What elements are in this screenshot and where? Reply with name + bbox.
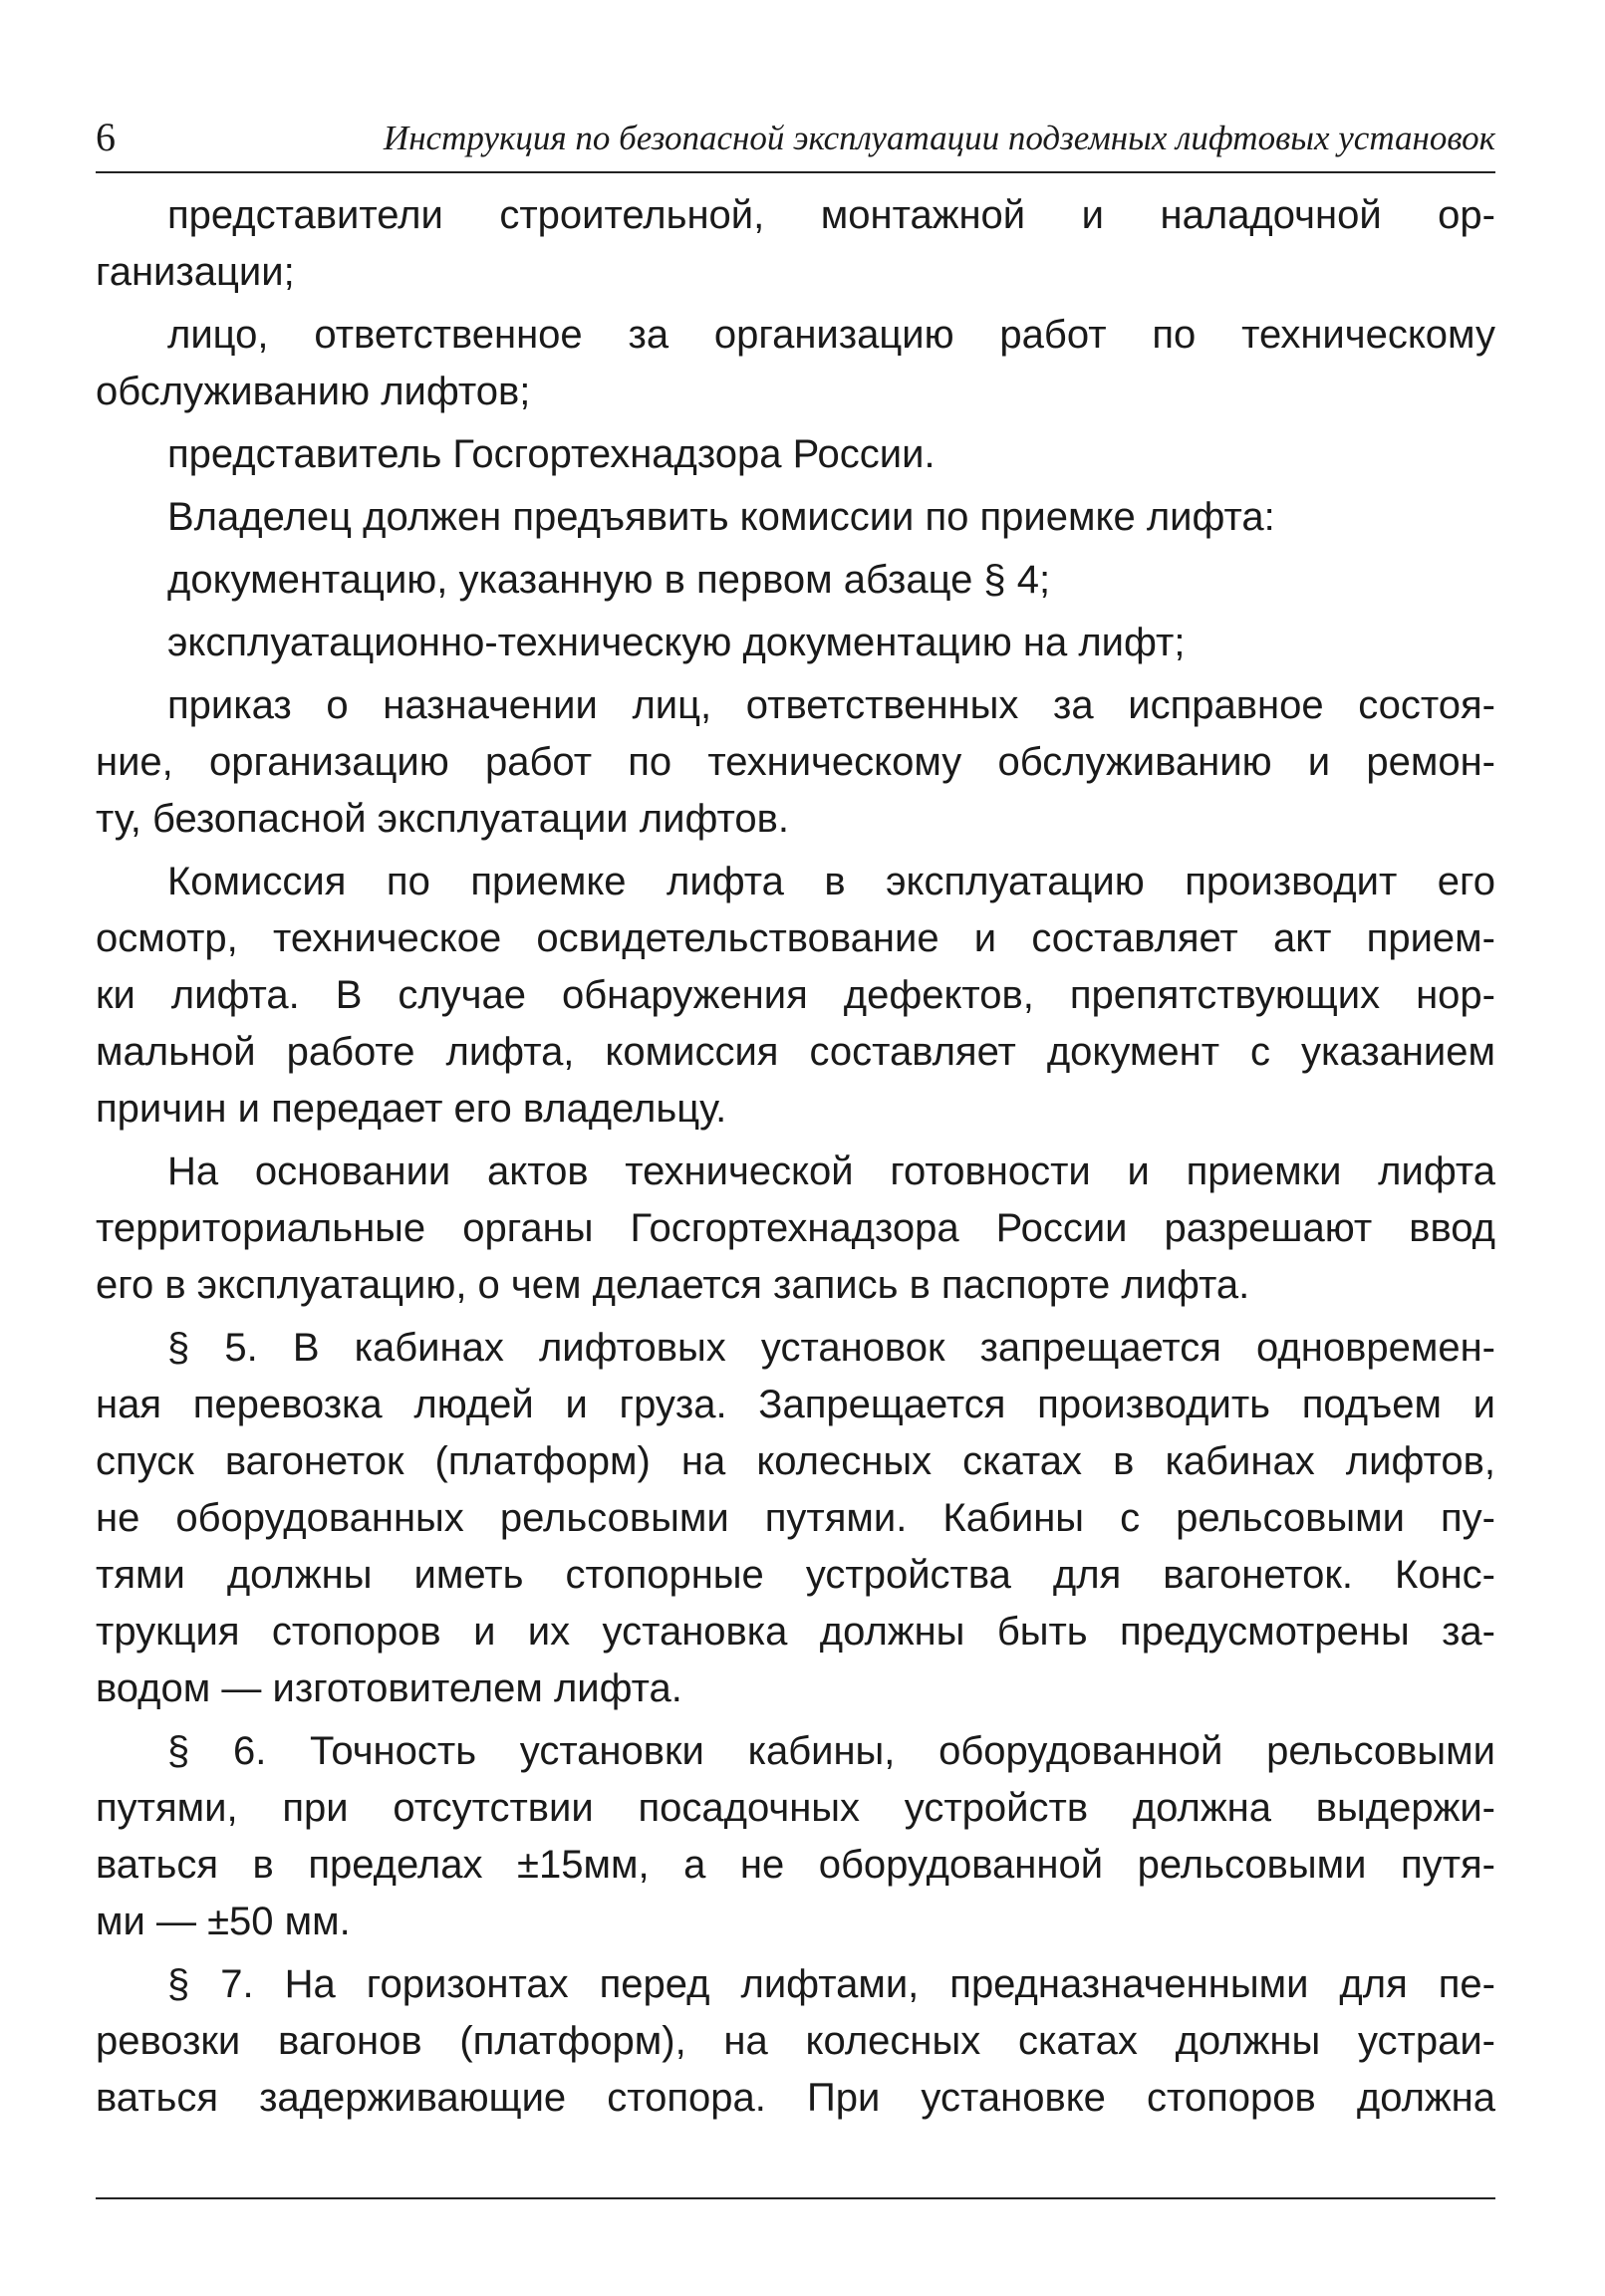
paragraph [96, 187, 1495, 301]
footer-rule [96, 2197, 1495, 2199]
text-line: ки лифта. В случае обнаружения дефектов, препятствующих нор- [96, 973, 1495, 1017]
text-line: ту, безопасной эксплуатации лифтов. [96, 797, 789, 841]
text-line: мальной работе лифта, комиссия составляет документ с указанием [96, 1030, 1495, 1074]
page-number: 6 [96, 115, 116, 159]
text-line: его в эксплуатацию, о чем делается запись в паспорте лифта. [96, 1263, 1250, 1307]
text-line: не оборудованных рельсовыми путями. Кабины с рельсовыми пу- [96, 1496, 1495, 1540]
paragraph [96, 1956, 1495, 2127]
text-line: осмотр, техническое освидетельствование и составляет акт прием- [96, 916, 1495, 960]
text-line: ваться в пределах ±15мм, а не оборудованной рельсовыми путя- [96, 1843, 1495, 1887]
paragraph [96, 426, 1495, 483]
text-line: территориальные органы Госгортехнадзора России разрешают ввод [96, 1206, 1495, 1250]
text-line: представитель Госгортехнадзора России. [167, 432, 936, 476]
text-line: документацию, указанную в первом абзаце § 4; [167, 558, 1051, 602]
header-rule [96, 171, 1495, 173]
paragraph [96, 307, 1495, 420]
body-text [96, 187, 1495, 2133]
text-line: Комиссия по приемке лифта в эксплуатацию производит его [167, 860, 1495, 903]
text-line: лицо, ответственное за организацию работ по техническому [167, 313, 1495, 357]
text-line: § 6. Точность установки кабины, оборудованной рельсовыми [167, 1729, 1495, 1773]
paragraph [96, 854, 1495, 1138]
paragraph [96, 1723, 1495, 1950]
text-line: На основании актов технической готовности и приемки лифта [167, 1149, 1495, 1193]
paragraph [96, 552, 1495, 609]
text-line: путями, при отсутствии посадочных устройств должна выдержи- [96, 1786, 1495, 1830]
text-line: трукция стопоров и их установка должны быть предусмотрены за- [96, 1610, 1495, 1654]
text-line: ми — ±50 мм. [96, 1900, 351, 1943]
text-line: § 7. На горизонтах перед лифтами, предназначенными для пе- [167, 1962, 1495, 2006]
text-line: ние, организацию работ по техническому обслуживанию и ремон- [96, 740, 1495, 784]
text-line: представители строительной, монтажной и наладочной ор- [167, 193, 1495, 237]
text-line: причин и передает его владельцу. [96, 1087, 727, 1131]
text-line: эксплуатационно-техническую документацию на лифт; [167, 621, 1186, 664]
text-line: Владелец должен предъявить комиссии по приемке лифта: [167, 495, 1275, 539]
text-line: приказ о назначении лиц, ответственных за исправное состоя- [167, 683, 1495, 727]
text-line: спуск вагонеток (платформ) на колесных скатах в кабинах лифтов, [96, 1439, 1495, 1483]
text-line: ревозки вагонов (платформ), на колесных скатах должны устраи- [96, 2019, 1495, 2063]
text-line: обслуживанию лифтов; [96, 370, 531, 413]
text-line: ганизации; [96, 250, 295, 294]
paragraph [96, 615, 1495, 671]
text-line: ная перевозка людей и груза. Запрещается производить подъем и [96, 1383, 1495, 1426]
running-title: Инструкция по безопасной эксплуатации подземных лифтовых установок [383, 119, 1495, 157]
paragraph [96, 1144, 1495, 1314]
paragraph [96, 1320, 1495, 1717]
paragraph [96, 489, 1495, 546]
text-line: тями должны иметь стопорные устройства для вагонеток. Конс- [96, 1553, 1495, 1597]
text-line: водом — изготовителем лифта. [96, 1666, 682, 1710]
page-header [96, 112, 1495, 165]
text-line: § 5. В кабинах лифтовых установок запрещается одновремен- [167, 1326, 1495, 1370]
text-line: ваться задерживающие стопора. При установке стопоров должна [96, 2076, 1495, 2120]
paragraph [96, 677, 1495, 848]
